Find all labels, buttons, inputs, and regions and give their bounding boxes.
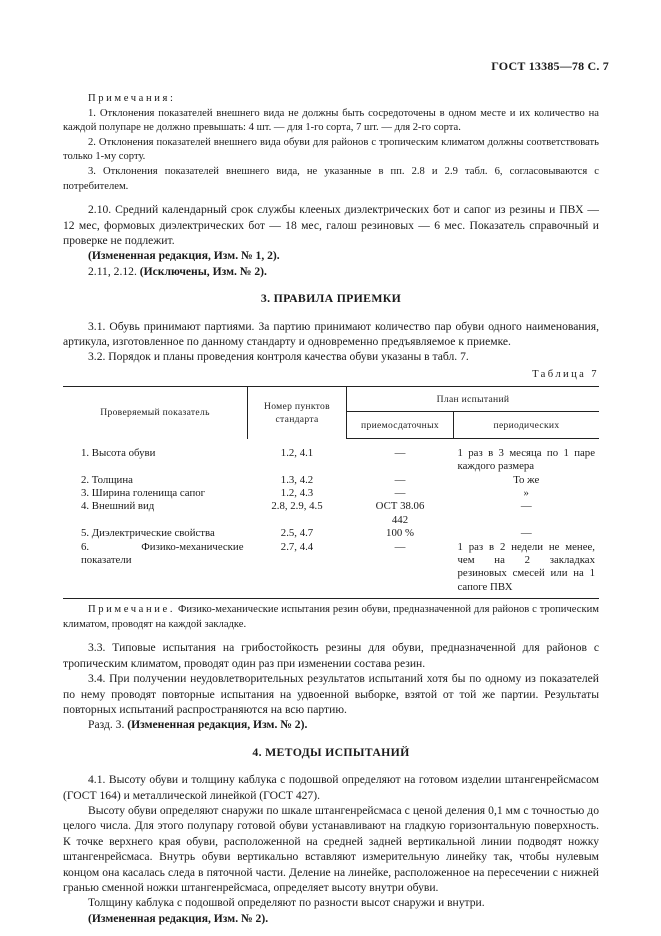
table-note [63, 603, 599, 632]
note-2: 2. Отклонения показателей внешнего вида обуви для районов с тропическим климатом должны соответствовать только 1-му сорту. [63, 136, 599, 163]
cell-acceptance: — [394, 486, 406, 499]
section-4-amendment: (Измененная редакция, Изм. № 2). [88, 911, 269, 925]
table-row [63, 447, 599, 474]
paragraph-4-1-heel: Толщину каблука с подошвой определяют по разности высот снаружи и внутри. [88, 896, 485, 910]
section-3-amendment [63, 717, 599, 732]
table-row [63, 500, 599, 527]
paragraph-3-4: 3.4. При получении неудовлетворительных результатов испытаний хотя бы по одному из показателей по нему проводят повторные испытания на удвоенной выборке, взятой от той же партии. Результаты повторных испытаний распространяются на всю партию. [63, 672, 599, 716]
column-header-plan: План испытаний [347, 387, 600, 412]
page-body [63, 92, 599, 926]
section-3-heading: 3. ПРАВИЛА ПРИЕМКИ [260, 291, 402, 306]
paragraph-2-10: 2.10. Средний календарный срок службы клееных диэлектрических бот и сапог из резины и ПВХ — 12 мес, формовых диэлектрических бот — 18 мес, галош резиновых — 6 мес. Показатель справочный и проверке не подлежит. [63, 203, 599, 247]
column-header-clause: Номер пунктов стандарта [248, 387, 347, 439]
cell-clause: 1.3, 4.2 [280, 473, 314, 486]
paragraph-3-2: 3.2. Порядок и планы проведения контроля качества обуви указаны в табл. 7. [88, 350, 469, 364]
page-header: ГОСТ 13385—78 С. 7 [491, 59, 609, 73]
amendment-note-2-10: (Измененная редакция, Изм. № 1, 2). [88, 249, 280, 263]
cell-indicator: 6. Физико-механические показатели [63, 541, 248, 599]
cell-acceptance: 100 % [386, 527, 414, 540]
table-row [63, 474, 599, 487]
cell-clause: 2.7, 4.4 [248, 541, 347, 599]
table-row [63, 541, 599, 599]
notes-title: Примечания: [88, 93, 176, 104]
cell-periodic: » [523, 486, 529, 499]
table-note-text: Физико-механические испытания резин обуви, предназначенной для районов с тропическим климатом, проводят на каждой закладке. [63, 604, 599, 630]
cell-periodic: 1 раз в 3 месяца по 1 паре каждого размера [457, 446, 595, 473]
paragraph-number: 2.11, 2.12. [88, 264, 137, 278]
cell-indicator: 4. Внешний вид [81, 500, 155, 513]
paragraph-number: Разд. 3. [88, 718, 125, 732]
cell-acceptance: ОСТ 38.06 442 [375, 500, 425, 526]
cell-indicator: 5. Диэлектрические свойства [81, 527, 215, 540]
amendment-note: (Измененная редакция, Изм. № 2). [127, 718, 308, 732]
column-header-acceptance: приемосдаточных [347, 412, 454, 439]
table-caption: Таблица 7 [532, 368, 599, 380]
cell-periodic: То же [513, 473, 540, 486]
cell-acceptance: — [394, 473, 406, 486]
section-4-heading: 4. МЕТОДЫ ИСПЫТАНИЙ [252, 744, 410, 759]
paragraph-2-11 [63, 264, 599, 279]
table-row [63, 487, 599, 500]
cell-acceptance: — [394, 446, 406, 459]
paragraph-4-1: 4.1. Высоту обуви и толщину каблука с подошвой определяют на готовом изделии штангенрейсмасом (ГОСТ 164) и металлической линейкой (ГОСТ 427). [63, 773, 599, 802]
amendment-note: (Исключены, Изм. № 2). [139, 264, 267, 278]
paragraph-3-3: 3.3. Типовые испытания на грибостойкость резины для обуви, предназначенной для районов с тропическим климатом, проводят один раз при изменении состава резин. [63, 641, 599, 670]
table-7 [63, 386, 599, 599]
column-header-periodic: периодических [454, 412, 600, 439]
cell-periodic: — [520, 500, 532, 513]
column-header-indicator: Проверяемый показатель [63, 387, 248, 439]
paragraph-4-1-height: Высоту обуви определяют снаружи по шкале штангенрейсмаса с ценой деления 0,1 мм с точностью до целого числа. Для этого полупару готовой обуви устанавливают на гладкую горизонтальную поверхность. К точке верхнего края обуви, расположенной на средней задней вертикальной линии подводят ножку штангенрейсмаса. Внутрь обуви вертикально вставляют измерительную линейку так, чтобы нулевым концом она касалась следа в пяточной части. Деление на линейке, расположенное на пересечении с нижней гранью сменной ножки штангенрейсмаса, определяет высоту внутри обуви. [63, 804, 599, 895]
cell-clause: 2.5, 4.7 [280, 527, 314, 540]
cell-clause: 1.2, 4.1 [280, 446, 314, 459]
cell-clause: 2.8, 2.9, 4.5 [271, 500, 323, 513]
cell-periodic: 1 раз в 2 недели не менее, чем на 2 закладках резиновых смесей или на 1 сапоге ПВХ [454, 541, 600, 599]
table-note-title: Примечание. [88, 604, 176, 616]
cell-clause: 1.2, 4.3 [280, 486, 314, 499]
cell-acceptance: — [347, 541, 454, 599]
cell-indicator: 2. Толщина [81, 473, 133, 486]
paragraph-3-1: 3.1. Обувь принимают партиями. За партию принимают количество пар обуви одного наименования, артикула, изготовленное по данному стандарту и одновременно предъявляемое к приемке. [63, 319, 599, 348]
cell-periodic: — [520, 527, 532, 540]
cell-indicator: 3. Ширина голенища сапог [81, 486, 206, 499]
note-1: 1. Отклонения показателей внешнего вида не должны быть сосредоточены в одном месте и их количество на каждой полупаре не должно превышать: 4 шт. — для 1-го сорта, 7 шт. — для 2-го сорта. [63, 107, 599, 134]
table-row [63, 527, 599, 540]
cell-indicator: 1. Высота обуви [81, 446, 156, 459]
note-3: 3. Отклонения показателей внешнего вида, не указанные в пп. 2.8 и 2.9 табл. 6, согласовываются с потребителем. [63, 165, 599, 192]
